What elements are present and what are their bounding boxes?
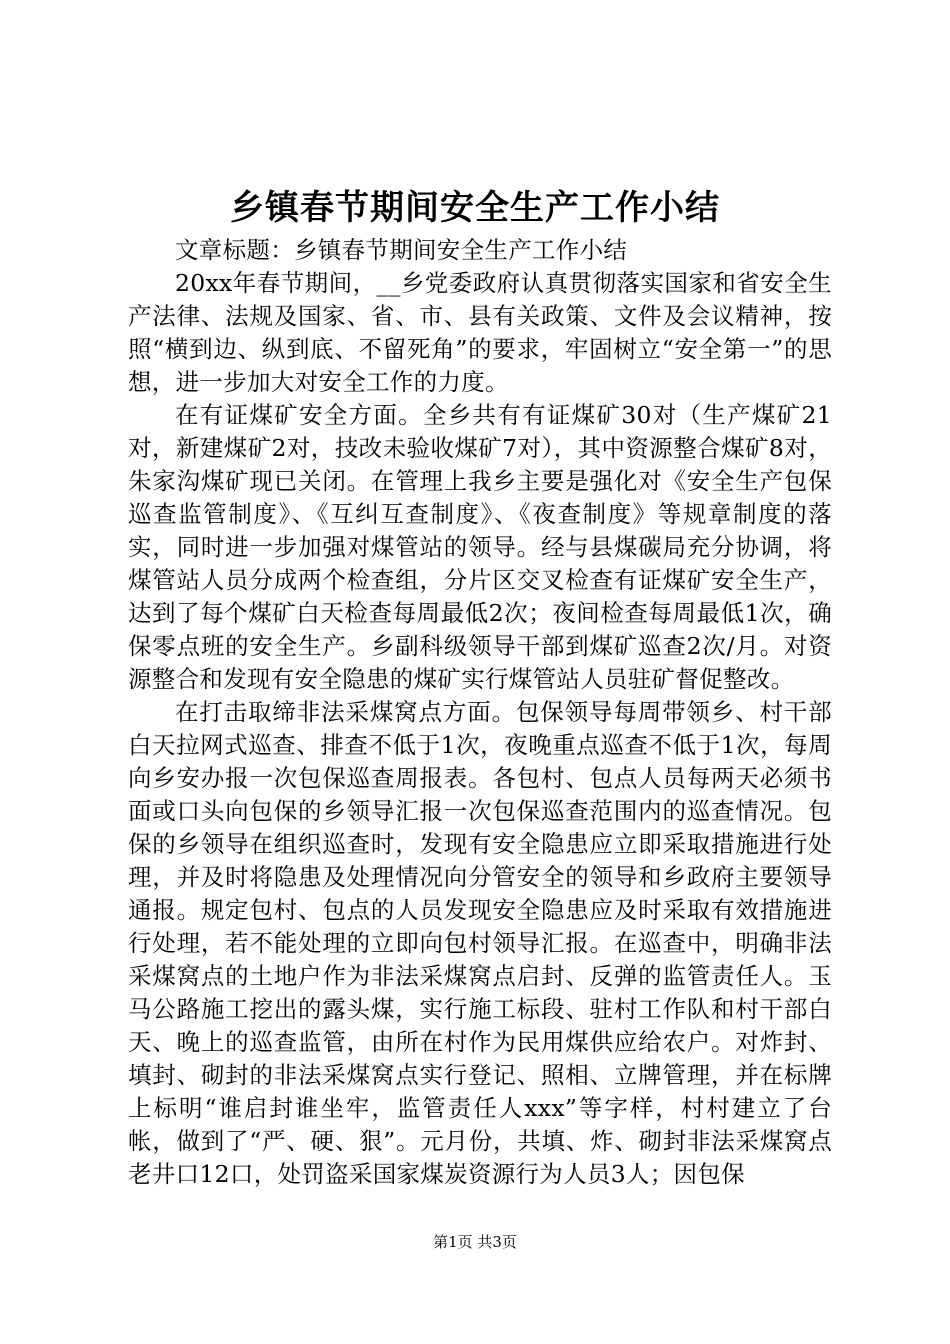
page-footer: 第1页 共3页 <box>433 1233 517 1251</box>
document-title: 乡镇春节期间安全生产工作小结 <box>230 188 720 228</box>
document-body <box>128 234 832 1191</box>
paragraph-intro: 20xx年春节期间，__乡党委政府认真贯彻落实国家和省安全生产法律、法规及国家、省、市、县有关政策、文件及会议精神，按照“横到边、纵到底、不留死角”的要求，牢固树立“安全第一”的思想，进一步加大对安全工作的力度。 <box>128 269 832 396</box>
paragraph-illegal-mining: 在打击取缔非法采煤窝点方面。包保领导每周带领乡、村干部白天拉网式巡查、排查不低于1次，夜晚重点巡查不低于1次，每周向乡安办报一次包保巡查周报表。各包村、包点人员每两天必须书面或口头向包保的乡领导汇报一次包保巡查范围内的巡查情况。包保的乡领导在组织巡查时，发现有安全隐患应立即采取措施进行处理，并及时将隐患及处理情况向分管安全的领导和乡政府主要领导通报。规定包村、包点的人员发现安全隐患应及时采取有效措施进行处理，若不能处理的立即向包村领导汇报。在巡查中，明确非法采煤窝点的土地户作为非法采煤窝点启封、反弹的监管责任人。玉马公路施工挖出的露头煤，实行施工标段、驻村工作队和村干部白天、晚上的巡查监管，由所在村作为民用煤供应给农户。对炸封、填封、砌封的非法采煤窝点实行登记、照相、立牌管理，并在标牌上标明“谁启封谁坐牢，监管责任人xxx”等字样，村村建立了台帐，做到了“严、硬、狠”。元月份，共填、炸、砌封非法采煤窝点老井口12口，处罚盗采国家煤炭资源行为人员3人；因包保 <box>128 698 832 1188</box>
paragraph-article-heading: 文章标题：乡镇春节期间安全生产工作小结 <box>175 236 628 264</box>
paragraph-licensed-mines: 在有证煤矿安全方面。全乡共有有证煤矿30对（生产煤矿21对，新建煤矿2对，技改未验收煤矿7对），其中资源整合煤矿8对，朱家沟煤矿现已关闭。在管理上我乡主要是强化对《安全生产包保巡查监管制度》、《互纠互查制度》、《夜查制度》等规章制度的落实，同时进一步加强对煤管站的领导。经与县煤碳局充分协调，将煤管站人员分成两个检查组，分片区交叉检查有证煤矿安全生产，达到了每个煤矿白天检查每周最低2次；夜间检查每周最低1次，确保零点班的安全生产。乡副科级领导干部到煤矿巡查2次/月。对资源整合和发现有安全隐患的煤矿实行煤管站人员驻矿督促整改。 <box>128 401 832 693</box>
